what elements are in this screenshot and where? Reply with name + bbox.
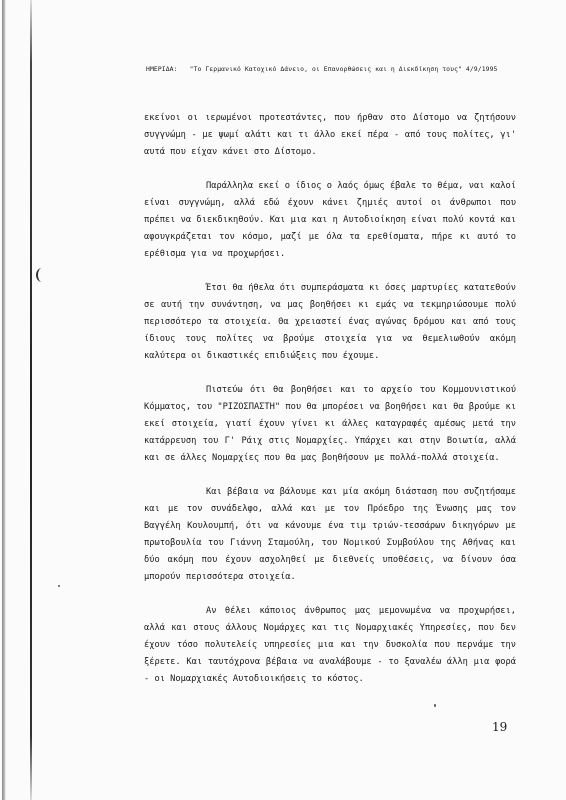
paragraph-5: Και βέβαια να βάλουμε και μία ακόμη διάσταση που συζητήσαμε και με τον συνάδελφο, αλλά και με τον Πρόεδρο της Ένωσης μας τον Βαγγέλη Κουλουμπή, ότι να κάνουμε ένα τιμ τριών-τεσσάρων δικηγόρων με πρωτοβουλία του Γιάννη Σταμούλη, του Νομικού Συμβούλου της Αθήνας και δύο ακόμη που έχουν ασχοληθεί με διεθνείς υποθέσεις, να δίνουν όσα μπορούν περισσότερα στοιχεία. (144, 487, 516, 582)
paragraph-2: Παράλληλα εκεί ο ίδιος ο λαός όμως έβαλε το θέμα, ναι καλοί είναι συγγνώμη, αλλά εδώ έχουν κάνει ζημιές αυτοί οι άνθρωποι που πρέπει να διεκδικηθούν. Και μια και η Αυτοδιοίκηση είναι πολύ κοντά και αφουγκράζεται τον κόσμο, μαζί με όλα τα ερεθίσματα, πήρε κι αυτό το ερέθισμα για να προχωρήσει. (144, 181, 516, 259)
header-title: "Το Γερμανικό Κατοχικό Δάνειο, οι Επανορθώσεις και η Διεκδίκηση τους" 4/9/1995 (189, 65, 498, 73)
binding-edge (2, 0, 6, 800)
scan-speck (434, 704, 436, 707)
paragraph-1: εκείνοι οι ιερωμένοι προτεστάντες, που ήρθαν στο Δίστομο να ζητήσουν συγγνώμη - με ψωμί αλάτι και τι άλλο εκεί πέρα - από τους πολίτες, γι' αυτά που είχαν κάνει στο Δίστομο. (144, 113, 516, 157)
scan-speck (58, 585, 60, 587)
header-label: ΗΜΕΡΙΔΑ: (146, 65, 178, 73)
body-text (144, 110, 516, 688)
paragraph-4: Πιστεύω ότι θα βοηθήσει και το αρχείο του Κομμουνιστικού Κόμματος, του "ΡΙΖΟΣΠΑΣΤΗ" που θα μπορέσει να βοηθήσει και θα βρούμε κι εκεί στοιχεία, γιατί έχουν γίνει κι άλλες καταγραφές αμέσως μετά την κατάρρευση του Γ' Ράιχ στις Νομαρχίες. Υπάρχει και στην Βοιωτία, αλλά και σε άλλες Νομαρχίες που θα μας βοηθήσουν με πολλά-πολλά στοιχεία. (144, 385, 516, 463)
page-number: 19 (492, 720, 508, 734)
page-header (146, 65, 546, 73)
binding-line (30, 0, 32, 800)
paragraph-6: Αν θέλει κάποιος άνθρωπος μας μεμονωμένα να προχωρήσει, αλλά και στους άλλους Νομάρχες και τις Νομαρχιακές Υπηρεσίες, που δεν έχουν τόσο πολυτελείς υπηρεσίες μια και την δυσκολία που περνάμε την ξέρετε. Και ταυτόχρονα βέβαια να αναλάβουμε - το ξαναλέω άλλη μια φορά - οι Νομαρχιακές Αυτοδιοικήσεις το κόστος. (144, 606, 516, 684)
paragraph-3: Έτσι θα ήθελα ότι συμπεράσματα κι όσες μαρτυρίες κατατεθούν σε αυτή την συνάντηση, να μας βοηθήσει κι εμάς να τεκμηριώσουμε πολύ περισσότερο τα στοιχεία. Θα χρειαστεί ένας αγώνας δρόμου και από τους ίδιους τους πολίτες να βρούμε στοιχεία για να θεμελιωθούν ακόμη καλύτερα οι δικαστικές επιδιώξεις που έχουμε. (144, 283, 516, 361)
punch-hole-mark (36, 268, 48, 282)
